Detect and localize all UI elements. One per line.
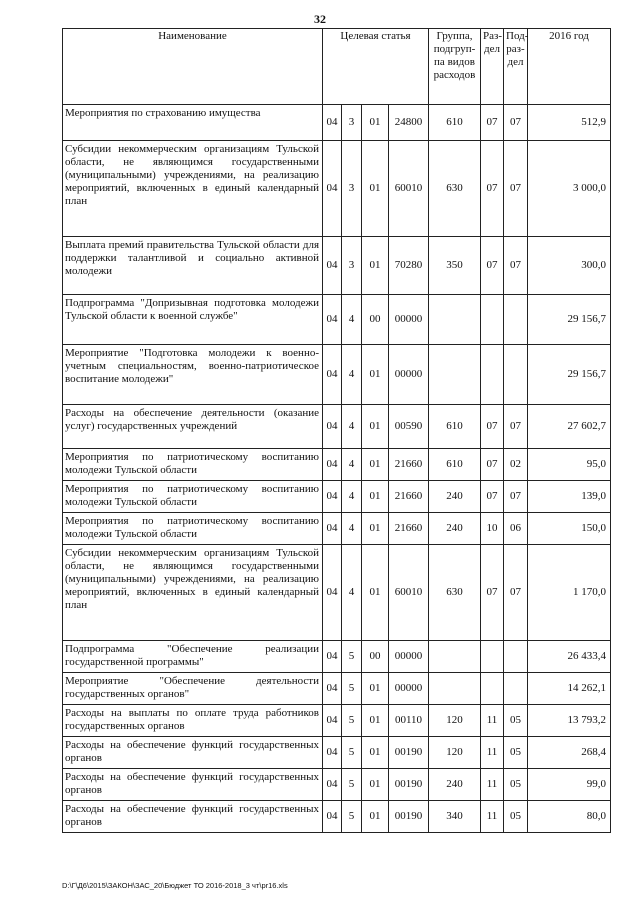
table-body <box>63 105 611 833</box>
target-part-4: 00190 <box>389 737 429 769</box>
target-part-3: 01 <box>362 737 389 769</box>
target-part-2: 5 <box>342 769 362 801</box>
subsection: 07 <box>504 141 528 237</box>
target-part-1: 04 <box>323 449 342 481</box>
target-part-2: 5 <box>342 801 362 833</box>
target-part-3: 01 <box>362 105 389 141</box>
expense-group: 120 <box>429 705 481 737</box>
row-name: Расходы на обеспечение функций государственных органов <box>63 801 323 833</box>
target-part-3: 01 <box>362 345 389 405</box>
target-part-2: 4 <box>342 481 362 513</box>
amount-2016: 150,0 <box>528 513 611 545</box>
amount-2016: 99,0 <box>528 769 611 801</box>
section: 11 <box>481 705 504 737</box>
target-part-3: 01 <box>362 769 389 801</box>
amount-2016: 29 156,7 <box>528 345 611 405</box>
target-part-2: 5 <box>342 705 362 737</box>
target-part-3: 00 <box>362 641 389 673</box>
row-name: Мероприятие "Обеспечение деятельности государственных органов" <box>63 673 323 705</box>
section: 07 <box>481 405 504 449</box>
header-subsection: Под-раз-дел <box>504 29 528 105</box>
target-part-3: 01 <box>362 449 389 481</box>
target-part-2: 4 <box>342 295 362 345</box>
amount-2016: 512,9 <box>528 105 611 141</box>
expense-group: 350 <box>429 237 481 295</box>
target-part-3: 01 <box>362 705 389 737</box>
header-section: Раз-дел <box>481 29 504 105</box>
row-name: Мероприятия по патриотическому воспитанию молодежи Тульской области <box>63 481 323 513</box>
target-part-1: 04 <box>323 345 342 405</box>
target-part-1: 04 <box>323 673 342 705</box>
section: 07 <box>481 105 504 141</box>
target-part-1: 04 <box>323 141 342 237</box>
target-part-1: 04 <box>323 545 342 641</box>
target-part-1: 04 <box>323 405 342 449</box>
target-part-3: 00 <box>362 295 389 345</box>
amount-2016: 29 156,7 <box>528 295 611 345</box>
table-row <box>63 673 611 705</box>
target-part-2: 4 <box>342 545 362 641</box>
section <box>481 295 504 345</box>
amount-2016: 139,0 <box>528 481 611 513</box>
target-part-1: 04 <box>323 801 342 833</box>
table-row <box>63 141 611 237</box>
expense-group: 610 <box>429 405 481 449</box>
section: 07 <box>481 449 504 481</box>
subsection: 05 <box>504 737 528 769</box>
amount-2016: 26 433,4 <box>528 641 611 673</box>
subsection <box>504 641 528 673</box>
target-part-4: 60010 <box>389 141 429 237</box>
table-row <box>63 405 611 449</box>
budget-table <box>62 28 611 833</box>
table-row <box>63 105 611 141</box>
table-row <box>63 545 611 641</box>
section: 07 <box>481 545 504 641</box>
target-part-1: 04 <box>323 705 342 737</box>
table-row <box>63 345 611 405</box>
amount-2016: 1 170,0 <box>528 545 611 641</box>
expense-group <box>429 345 481 405</box>
table-row <box>63 513 611 545</box>
target-part-1: 04 <box>323 737 342 769</box>
target-part-4: 00000 <box>389 673 429 705</box>
target-part-2: 3 <box>342 237 362 295</box>
target-part-1: 04 <box>323 769 342 801</box>
target-part-4: 21660 <box>389 449 429 481</box>
row-name: Расходы на обеспечение деятельности (оказание услуг) государственных учреждений <box>63 405 323 449</box>
subsection: 07 <box>504 405 528 449</box>
target-part-4: 00110 <box>389 705 429 737</box>
target-part-2: 3 <box>342 105 362 141</box>
row-name: Расходы на обеспечение функций государственных органов <box>63 737 323 769</box>
expense-group: 630 <box>429 141 481 237</box>
target-part-2: 4 <box>342 405 362 449</box>
target-part-4: 70280 <box>389 237 429 295</box>
expense-group: 240 <box>429 769 481 801</box>
table-row <box>63 481 611 513</box>
subsection: 02 <box>504 449 528 481</box>
subsection <box>504 673 528 705</box>
expense-group: 610 <box>429 449 481 481</box>
target-part-2: 5 <box>342 737 362 769</box>
target-part-2: 5 <box>342 673 362 705</box>
expense-group <box>429 673 481 705</box>
section <box>481 673 504 705</box>
header-name: Наименование <box>63 29 323 105</box>
section: 10 <box>481 513 504 545</box>
amount-2016: 300,0 <box>528 237 611 295</box>
header-year-2016: 2016 год <box>528 29 611 105</box>
section <box>481 641 504 673</box>
target-part-3: 01 <box>362 141 389 237</box>
expense-group: 240 <box>429 513 481 545</box>
subsection: 07 <box>504 237 528 295</box>
row-name: Мероприятия по патриотическому воспитанию молодежи Тульской области <box>63 513 323 545</box>
subsection: 06 <box>504 513 528 545</box>
row-name: Субсидии некоммерческим организациям Тульской области, не являющимся государственными (муниципальными) учреждениями, на реализацию мероприятий, включенных в единый календарный план <box>63 141 323 237</box>
amount-2016: 13 793,2 <box>528 705 611 737</box>
section: 07 <box>481 141 504 237</box>
amount-2016: 14 262,1 <box>528 673 611 705</box>
section <box>481 345 504 405</box>
target-part-3: 01 <box>362 673 389 705</box>
target-part-1: 04 <box>323 641 342 673</box>
target-part-3: 01 <box>362 481 389 513</box>
expense-group <box>429 641 481 673</box>
target-part-3: 01 <box>362 405 389 449</box>
target-part-4: 00590 <box>389 405 429 449</box>
target-part-1: 04 <box>323 513 342 545</box>
section: 11 <box>481 769 504 801</box>
expense-group: 630 <box>429 545 481 641</box>
target-part-4: 00190 <box>389 801 429 833</box>
row-name: Мероприятия по страхованию имущества <box>63 105 323 141</box>
target-part-4: 60010 <box>389 545 429 641</box>
table-row <box>63 769 611 801</box>
subsection: 07 <box>504 545 528 641</box>
section: 07 <box>481 237 504 295</box>
target-part-4: 00190 <box>389 769 429 801</box>
row-name: Субсидии некоммерческим организациям Тульской области, не являющимся государственными (муниципальными) учреждениями, на реализацию мероприятий, включенных в единый календарный план <box>63 545 323 641</box>
section: 11 <box>481 801 504 833</box>
page-number: 32 <box>314 12 326 26</box>
section: 11 <box>481 737 504 769</box>
target-part-1: 04 <box>323 105 342 141</box>
row-name: Подпрограмма "Обеспечение реализации государственной программы" <box>63 641 323 673</box>
target-part-4: 00000 <box>389 641 429 673</box>
target-part-1: 04 <box>323 481 342 513</box>
amount-2016: 95,0 <box>528 449 611 481</box>
table-row <box>63 449 611 481</box>
amount-2016: 27 602,7 <box>528 405 611 449</box>
row-name: Расходы на выплаты по оплате труда работников государственных органов <box>63 705 323 737</box>
amount-2016: 80,0 <box>528 801 611 833</box>
header-target-article: Целевая статья <box>323 29 429 105</box>
row-name: Подпрограмма "Допризывная подготовка молодежи Тульской области к военной службе" <box>63 295 323 345</box>
target-part-1: 04 <box>323 295 342 345</box>
row-name: Мероприятия по патриотическому воспитанию молодежи Тульской области <box>63 449 323 481</box>
target-part-4: 21660 <box>389 513 429 545</box>
section: 07 <box>481 481 504 513</box>
amount-2016: 268,4 <box>528 737 611 769</box>
target-part-3: 01 <box>362 513 389 545</box>
subsection: 07 <box>504 105 528 141</box>
target-part-2: 3 <box>342 141 362 237</box>
subsection: 05 <box>504 769 528 801</box>
row-name: Расходы на обеспечение функций государственных органов <box>63 769 323 801</box>
table-row <box>63 295 611 345</box>
target-part-4: 00000 <box>389 345 429 405</box>
expense-group: 340 <box>429 801 481 833</box>
target-part-3: 01 <box>362 237 389 295</box>
table-row <box>63 705 611 737</box>
expense-group: 120 <box>429 737 481 769</box>
target-part-1: 04 <box>323 237 342 295</box>
target-part-2: 4 <box>342 345 362 405</box>
target-part-4: 21660 <box>389 481 429 513</box>
subsection: 07 <box>504 481 528 513</box>
row-name: Выплата премий правительства Тульской области для поддержки талантливой и социально активной молодежи <box>63 237 323 295</box>
expense-group: 240 <box>429 481 481 513</box>
table-row <box>63 801 611 833</box>
row-name: Мероприятие "Подготовка молодежи к военно-учетным специальностям, военно-патриотическое воспитание молодежи" <box>63 345 323 405</box>
amount-2016: 3 000,0 <box>528 141 611 237</box>
subsection <box>504 295 528 345</box>
target-part-2: 4 <box>342 449 362 481</box>
file-path-footer: D:\Г\Д6\2015\ЗАКОН\ЗАС_20\Бюджет ТО 2016-2018_3 чт\pr16.xls <box>62 881 288 890</box>
target-part-4: 00000 <box>389 295 429 345</box>
table-row <box>63 237 611 295</box>
subsection: 05 <box>504 705 528 737</box>
target-part-3: 01 <box>362 801 389 833</box>
table-row <box>63 641 611 673</box>
expense-group <box>429 295 481 345</box>
target-part-2: 5 <box>342 641 362 673</box>
target-part-4: 24800 <box>389 105 429 141</box>
target-part-2: 4 <box>342 513 362 545</box>
expense-group: 610 <box>429 105 481 141</box>
subsection <box>504 345 528 405</box>
target-part-3: 01 <box>362 545 389 641</box>
table-row <box>63 737 611 769</box>
header-expense-group: Группа, подгруп-па видов расходов <box>429 29 481 105</box>
subsection: 05 <box>504 801 528 833</box>
